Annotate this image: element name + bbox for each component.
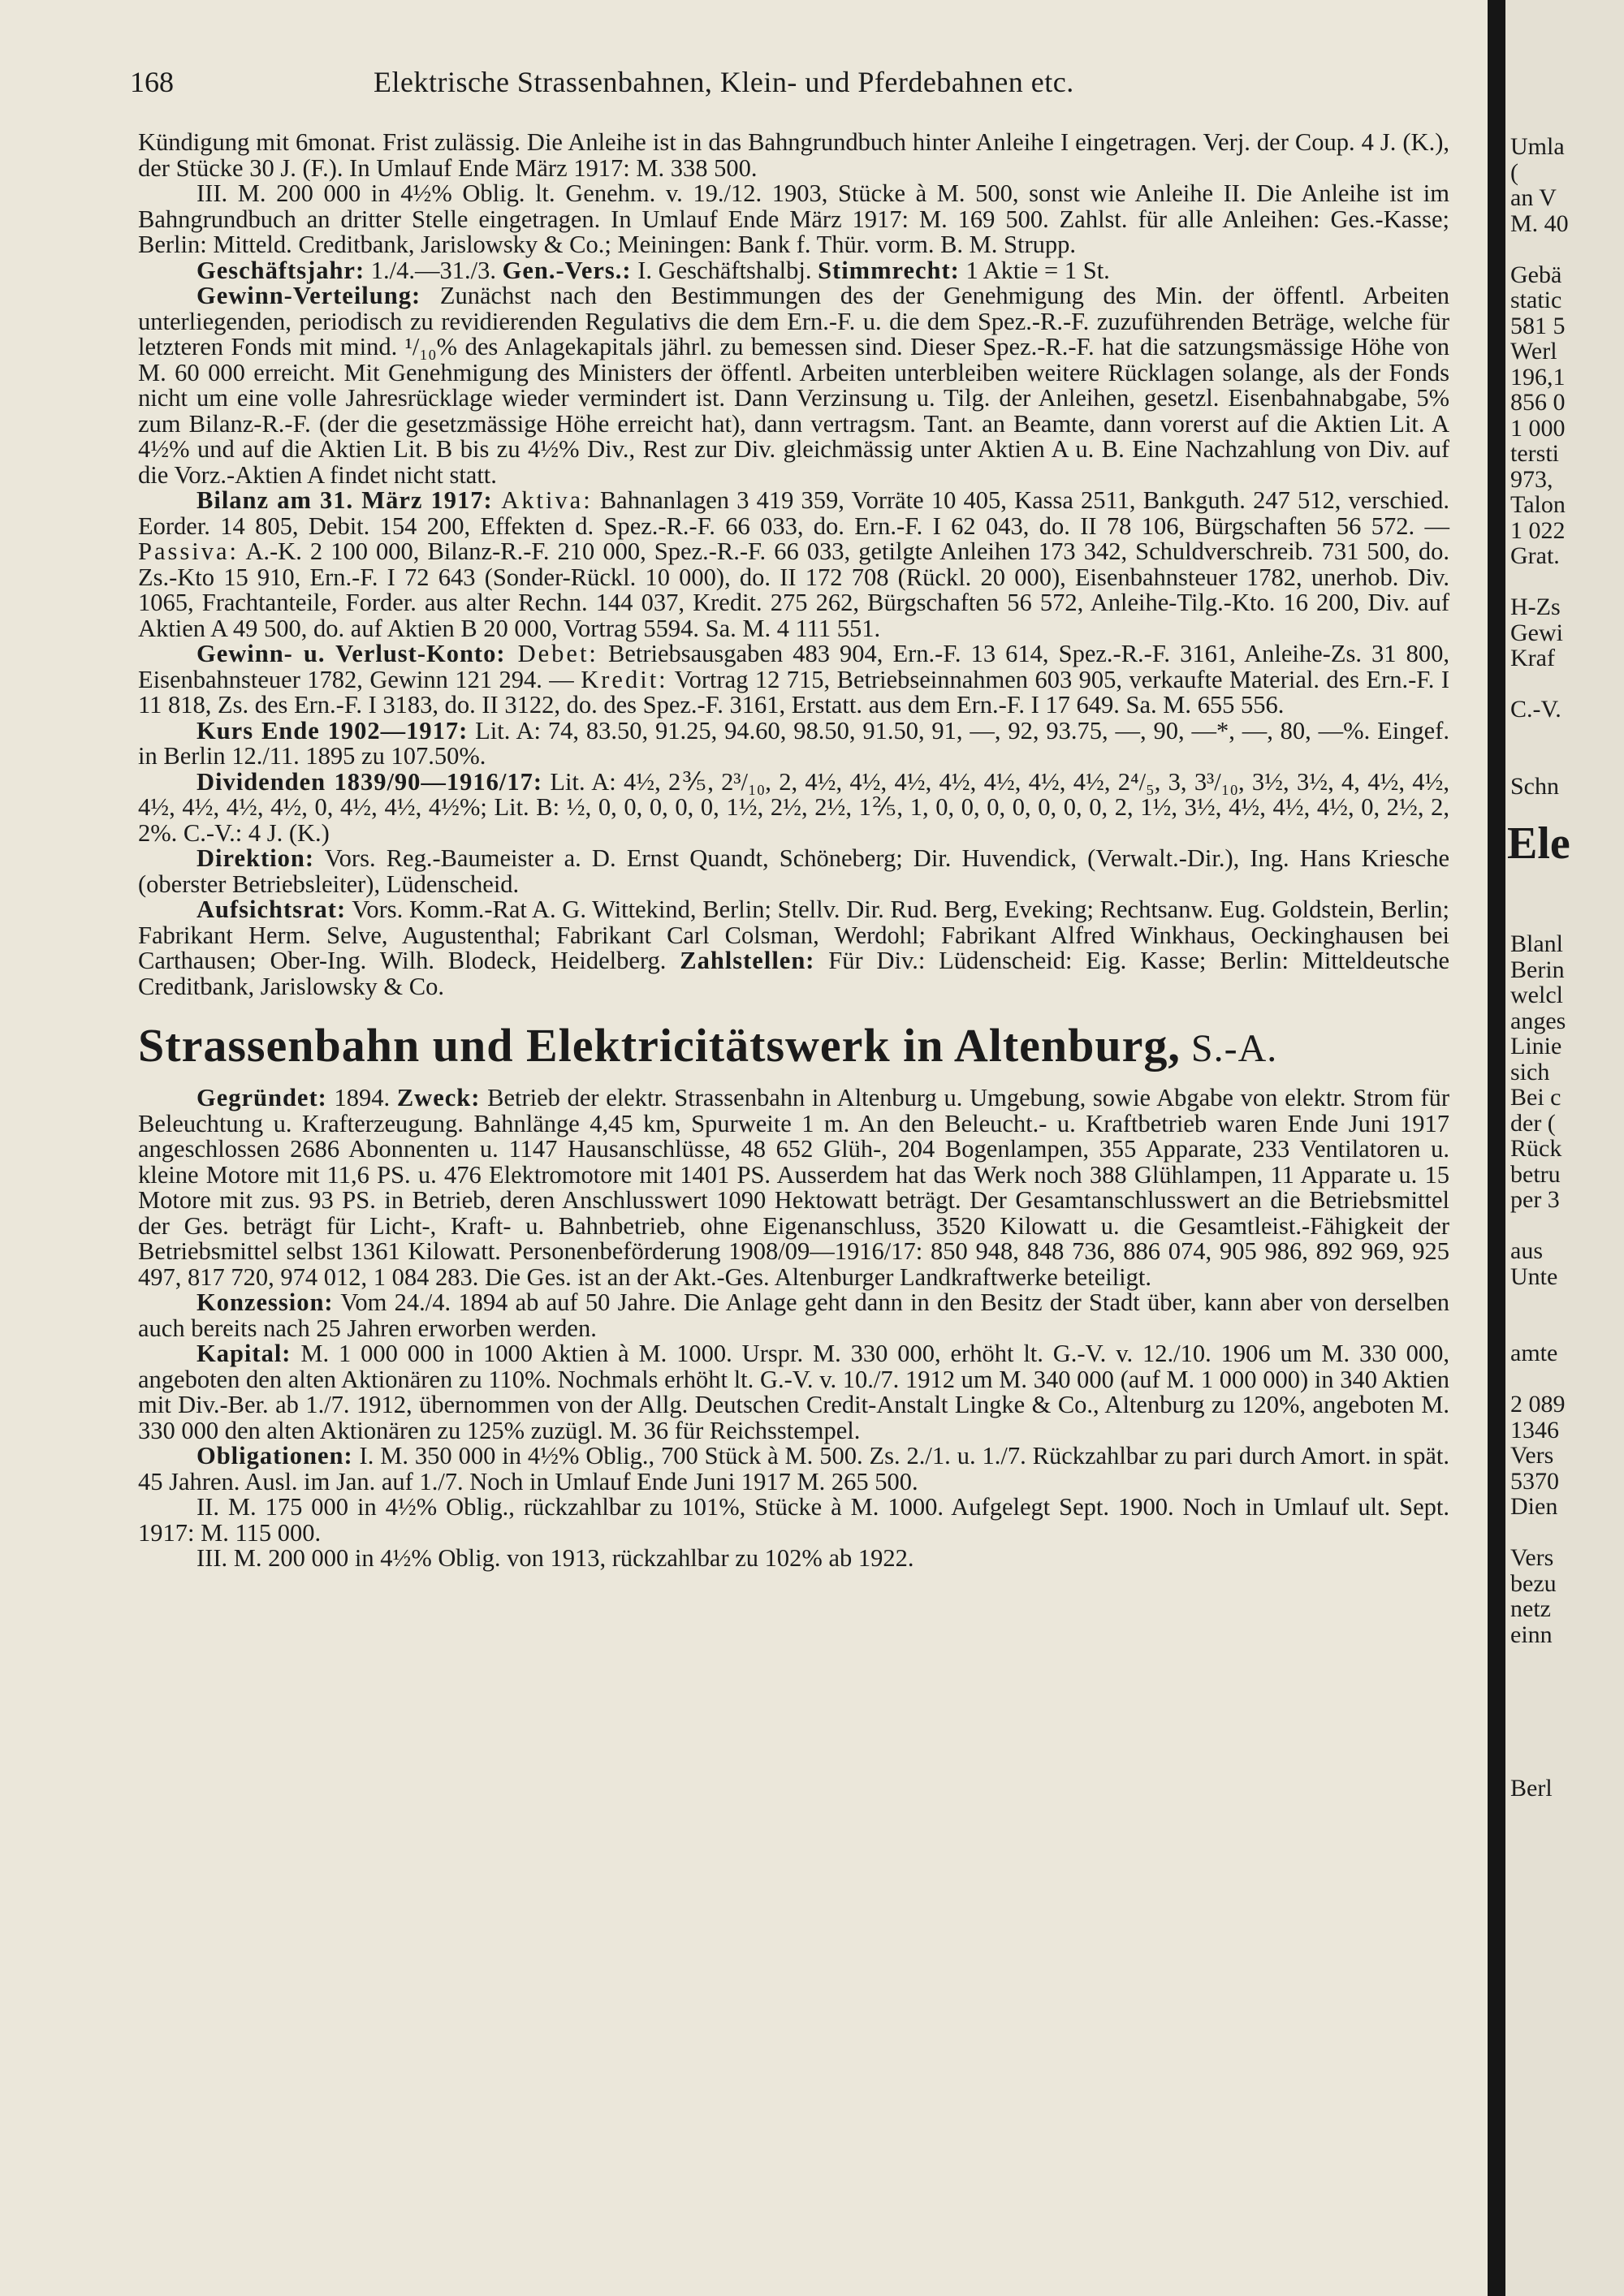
- facing-page-line: [1510, 880, 1624, 906]
- text-kredit: Vortrag 12 715, Betriebseinnahmen 603 905, verkaufte Material. des Ern.-F. I 11 818, Zs. des Ern.-F. I 3183, do. II 3122, do. des Spez.-F. 3161, Erstatt. aus dem Ern.-F. I 17 649. Sa. M. 655 556.: [138, 665, 1450, 719]
- facing-page-line: [1510, 723, 1624, 749]
- paragraph-anleihe-iii: III. M. 200 000 in 4½% Oblig. lt. Genehm. v. 19./12. 1903, Stücke à M. 500, sonst wie Anleihe II. Die Anleihe ist im Bahngrundbuch an dritter Stelle eingetragen. In Umlauf Ende März 1917: M. 169 500. Zahlst. für alle Anleihen: Ges.-Kasse; Berlin: Mitteld. Creditbank, Jarislowsky & Co.; Meiningen: Bank f. Thür. vorm. B. M. Strupp.: [138, 179, 1449, 258]
- facing-page-line: Blanl: [1510, 930, 1563, 957]
- facing-page-line: [1510, 236, 1624, 262]
- facing-page-line: [1510, 569, 1624, 595]
- paragraph-gewinn-verlust: [138, 641, 1449, 719]
- text-zweck: Betrieb der elektr. Strassenbahn in Altenburg u. Umgebung, sowie Abgabe von elektr. Strom für Beleuchtung u. Krafterzeugung. Bahnlänge 4,45 km, Spurweite 1 m. An den Beleucht.- u. Kraftbetrieb waren Ende Juni 1917 angeschlossen 2686 Abonnenten u. 1147 Hausanschlüsse, 48 652 Glüh-, 204 Bogenlampen, 355 Apparate, 233 Ventilatoren u. kleine Motore mit 11,6 PS. u. 476 Elektromotore mit 1401 PS. Ausserdem hat das Werk noch 388 Glühlampen, 11 Apparate u. 15 Motore mit zus. 93 PS. in Betrieb, deren Anschlusswert 1090 Hektowatt beträgt. Der Gesamtanschlusswert an die Betriebsmittel der Ges. beträgt für Licht-, Kraft- u. Bahnbetrieb, ohne Eigenanschluss, 3520 Kilowatt u. die Gesamtleist.-Fähigkeit der Betriebsmittel selbst 1361 Kilowatt. Personenbeförderung 1908/09—1916/17: 850 948, 848 736, 886 074, 905 986, 892 969, 925 497, 817 720, 974 012, 1 084 283. Die Ges. ist an der Akt.-Ges. Altenburger Landkraftwerke beteiligt.: [138, 1084, 1449, 1291]
- heading-bilanz: Bilanz am 31. März 1917:: [197, 486, 493, 514]
- facing-page-line: C.-V.: [1510, 696, 1561, 723]
- facing-page-line: Gebä: [1510, 261, 1562, 288]
- facing-page-line: 973,: [1510, 465, 1553, 493]
- facing-page-line: 581 5: [1510, 312, 1566, 339]
- text-zahlstellen: Für Div.: Lüdenscheid: Eig. Kasse; Berlin: Mitteldeutsche Creditbank, Jarislowsky & Co.: [138, 947, 1449, 1000]
- facing-page-line: [1510, 748, 1624, 774]
- facing-page-line: Berin: [1510, 956, 1565, 983]
- facing-page-line: [1510, 1673, 1624, 1699]
- text-aufsichtsrat: Vors. Komm.-Rat A. G. Wittekind, Berlin; Stellv. Dir. Rud. Berg, Eveking; Rechtsanw. Eug. Goldstein, Berlin; Fabrikant Herm. Selve, Augustenthal; Fabrikant Carl Colsman, Werdohl; Fabrikant Alfred Winkhaus, Oeckinghausen bei Carthausen; Ober-Ing. Wilh. Blodeck, Heidelberg.: [138, 896, 1449, 974]
- facing-page-line: Vers: [1510, 1544, 1554, 1571]
- paragraph-kurs: [138, 716, 1449, 770]
- heading-konzession: Konzession:: [197, 1288, 334, 1316]
- facing-page-lines-bottom: [1505, 880, 1624, 1801]
- facing-page-line: Talon: [1510, 491, 1566, 518]
- heading-gen-vers: Gen.-Vers.:: [502, 256, 632, 284]
- company-title-suffix: S.-A.: [1180, 1027, 1278, 1070]
- company-title: [138, 1017, 1449, 1077]
- facing-page-line: Rück: [1510, 1135, 1562, 1162]
- label-aktiva: Aktiva:: [492, 486, 593, 514]
- heading-direktion: Direktion:: [197, 844, 314, 872]
- heading-zweck: Zweck:: [396, 1084, 481, 1111]
- text-aktiva: Bahnanlagen 3 419 359, Vorräte 10 405, Kassa 2511, Bankguth. 247 512, verschied. Eorder. 14 805, Debit. 154 200, Effekten d. Spez.-R.-F. 66 033, do. Ern.-F. I 62 043, do. II 78 106, Bürgschaften 56 572. —: [138, 486, 1450, 540]
- text-kurs: Lit. A: 74, 83.50, 91.25, 94.60, 98.50, 91.50, 91, —, 92, 93.75, —, 90, —*, —, 80, —%. Eingef. in Berlin 12./11. 1895 zu 107.50%.: [138, 716, 1449, 770]
- facing-page-strip: [1505, 0, 1624, 2296]
- facing-page-line: [1510, 1647, 1624, 1673]
- text-gen-vers: I. Geschäftshalbj.: [631, 256, 818, 284]
- facing-page-line: [1510, 1289, 1624, 1315]
- facing-page-line: bezu: [1510, 1569, 1557, 1597]
- heading-aufsichtsrat: Aufsichtsrat:: [197, 896, 347, 923]
- facing-page-line: H-Zs: [1510, 593, 1561, 620]
- running-title: Elektrische Strassenbahnen, Klein- und Pferdebahnen etc.: [374, 66, 1074, 98]
- text-konzession: Vom 24./4. 1894 ab auf 50 Jahre. Die Anlage geht dann in den Besitz der Stadt über, kann aber von derselben auch bereits nach 25 Jahren erworben werden.: [138, 1288, 1449, 1342]
- heading-gewinn-verlust: Gewinn- u. Verlust-Konto:: [197, 640, 506, 667]
- facing-page-line: [1510, 906, 1624, 932]
- text-obligationen: I. M. 350 000 in 4½% Oblig., 700 Stück à M. 500. Zs. 2./1. u. 1./7. Rückzahlbar zu pari durch Amort. in spät. 45 Jahren. Ausl. im Jan. auf 1./7. Noch in Umlauf Ende Juni 1917 M. 265 500.: [138, 1442, 1449, 1495]
- facing-page-line: [1510, 1366, 1624, 1392]
- facing-page-line: [1510, 671, 1624, 697]
- heading-gegruendet: Gegründet:: [197, 1084, 327, 1111]
- heading-kapital: Kapital:: [197, 1340, 292, 1367]
- label-passiva: Passiva:: [138, 537, 239, 565]
- facing-page-line: 1346: [1510, 1416, 1559, 1444]
- facing-page-line: [1510, 1213, 1624, 1239]
- text-geschaeftsjahr: 1./4.—31./3.: [365, 256, 503, 284]
- paragraph-bilanz: [138, 488, 1449, 641]
- facing-page-line: Werl: [1510, 338, 1557, 365]
- heading-gewinn-verteilung: Gewinn-Verteilung:: [197, 282, 421, 309]
- heading-zahlstellen: Zahlstellen:: [680, 947, 815, 974]
- paragraph-aufsichtsrat: [138, 897, 1449, 999]
- heading-dividenden: Dividenden 1839/90—1916/17:: [197, 767, 543, 796]
- facing-page-line: Vers: [1510, 1442, 1554, 1469]
- label-debet: Debet:: [505, 640, 598, 667]
- facing-page-line: per 3: [1510, 1186, 1560, 1213]
- facing-page-line: Berl: [1510, 1774, 1553, 1802]
- facing-page-line: aus: [1510, 1237, 1543, 1264]
- facing-page-line: 856 0: [1510, 389, 1566, 416]
- paragraph-obligationen-iii: III. M. 200 000 in 4½% Oblig. von 1913, rückzahlbar zu 102% ab 1922.: [197, 1544, 914, 1572]
- facing-page-line: [1510, 1750, 1624, 1776]
- facing-page-line: Linie: [1510, 1033, 1562, 1060]
- facing-page-line: 1 022: [1510, 516, 1566, 544]
- facing-page-line: 196,1: [1510, 363, 1566, 391]
- facing-page-line: (: [1510, 158, 1518, 186]
- facing-page-heading: Ele: [1507, 818, 1570, 869]
- paragraph-gegruendet: [138, 1085, 1449, 1290]
- facing-page-line: amte: [1510, 1340, 1558, 1366]
- facing-page-line: Grat.: [1510, 542, 1560, 569]
- facing-page-line: an V: [1510, 184, 1557, 211]
- paragraph-gewinn-verteilung: [138, 283, 1449, 488]
- text-debet: Betriebsausgaben 483 904, Ern.-F. 13 614, Spez.-R.-F. 3161, Anleihe-Zs. 31 800, Eisenbahnsteuer 1782, Gewinn 121 294. —: [138, 640, 1449, 693]
- facing-page-line: Unte: [1510, 1262, 1558, 1290]
- facing-page-line: betru: [1510, 1160, 1561, 1188]
- paragraph-obligationen-ii: II. M. 175 000 in 4½% Oblig., rückzahlbar zu 101%, Stücke à M. 1000. Aufgelegt Sept. 1900. Noch in Umlauf ult. Sept. 1917: M. 115 000.: [138, 1493, 1449, 1547]
- facing-page-line: Dien: [1510, 1493, 1558, 1520]
- heading-obligationen: Obligationen:: [197, 1442, 353, 1470]
- paragraph-konzession: [138, 1290, 1449, 1341]
- main-column: [138, 130, 1449, 1572]
- facing-page-line: 5370: [1510, 1467, 1559, 1495]
- facing-page-line: [1510, 1315, 1624, 1341]
- facing-page-line: Bei c: [1510, 1084, 1561, 1111]
- facing-page-line: anges: [1510, 1007, 1566, 1034]
- heading-stimmrecht: Stimmrecht:: [818, 256, 960, 284]
- paragraph-dividenden: [138, 767, 1449, 847]
- facing-page-line: Kraf: [1510, 645, 1555, 671]
- facing-page-line: 2 089: [1510, 1391, 1566, 1418]
- paragraph-obligationen: [138, 1444, 1449, 1495]
- text-passiva: A.-K. 2 100 000, Bilanz-R.-F. 210 000, Spez.-R.-F. 66 033, getilgte Anleihen 173 342, Schuldverschreib. 731 500, do. Zs.-Kto 15 910, Ern.-F. I 72 643 (Sonder-Rückl. 10 000), do. II 172 708 (Rückl. 20 000), Eisenbahnsteuer 1782, unerhob. Div. 1065, Frachtanteile, Forder. aus alter Rechn. 144 037, Kredit. 275 262, Bürgschaften 56 572, Anleihe-Tilg.-Kto. 16 200, Div. auf Aktien A 49 500, do. auf Aktien B 20 000, Vortrag 5594. Sa. M. 4 111 551.: [138, 537, 1449, 642]
- text-dividenden: Lit. A: 4½, 2⅗, 2³/₁₀, 2, 4½, 4½, 4½, 4½, 4½, 4½, 4½, 2⁴/₅, 3, 3³/₁₀, 3½, 3½, 4, 4½, 4½, 4½, 4½, 4½, 4½, 0, 4½, 4½, 4½%; Lit. B: ½, 0, 0, 0, 0, 0, 1½, 2½, 2½, 1⅖, 1, 0, 0, 0, 0, 0, 0, 0, 2, 1½, 3½, 4½, 4½, 4½, 0, 2½, 2, 2%. C.-V.: 4 J. (K.): [138, 767, 1449, 847]
- facing-page-line: [1510, 1724, 1624, 1750]
- paragraph-kuendigung: Kündigung mit 6monat. Frist zulässig. Die Anleihe ist in das Bahngrundbuch hinter Anleihe I eingetragen. Verj. der Coup. 4 J. (K.), der Stücke 30 J. (F.). In Umlauf Ende März 1917: M. 338 500.: [138, 128, 1449, 182]
- facing-page-line: welcl: [1510, 982, 1563, 1008]
- paragraph-kapital: [138, 1341, 1449, 1444]
- facing-page-line: der (: [1510, 1109, 1556, 1137]
- facing-page-line: sich: [1510, 1058, 1550, 1085]
- label-kredit: Kredit:: [581, 665, 668, 693]
- facing-page-line: [1510, 1698, 1624, 1724]
- text-gewinn-verteilung: Zunächst nach den Bestimmungen des der Genehmigung des Min. der öffentl. Arbeiten unterliegenden, periodisch zu revidierenden Regulativs die dem Ern.-F. u. die dem Spez.-R.-F. zuzuführenden Beträge, welche für letzteren Fonds mit mind. ¹/₁₀% des Anlagekapitals jährl. zu bemessen sind. Dieser Spez.-R.-F. hat die satzungsmässige Höhe von M. 60 000 erreicht. Mit Genehmigung des Ministers der öffentl. Arbeiten unterbleiben weitere Rücklagen solange, als der Fonds nicht um eine volle Jahresrücklage wieder vermindert ist. Dann Verzinsung u. Tilg. der Anleihen, gesetzl. Eisenbahnabgabe, 5% zum Bilanz-R.-F. (der die gesetzmässige Höhe erreicht hat), dann vertragsm. Tant. an Beamte, dann vorerst auf die Aktien Lit. A 4½% und auf die Aktien Lit. B bis zu 4½% Div., Rest zur Div. gleichmässig unter Aktien A u. B. Eine Nachzahlung von Div. auf die Vorz.-Aktien A findet nicht statt.: [138, 282, 1449, 489]
- text-gegruendet: 1894.: [326, 1084, 397, 1111]
- paragraph-direktion: [138, 846, 1449, 897]
- company-title-text: Strassenbahn und Elektricitätswerk in Altenburg,: [138, 1019, 1181, 1072]
- text-direktion: Vors. Reg.-Baumeister a. D. Ernst Quandt, Schöneberg; Dir. Huvendick, (Verwalt.-Dir.), Ing. Hans Kriesche (oberster Betriebsleiter), Lüdenscheid.: [138, 844, 1449, 898]
- paragraph-geschaeftsjahr: [138, 258, 1449, 284]
- heading-kurs: Kurs Ende 1902—1917:: [197, 716, 469, 744]
- facing-page-line: Schn: [1510, 772, 1559, 800]
- facing-page-line: [1510, 1520, 1624, 1546]
- facing-page-line: 1 000: [1510, 414, 1566, 442]
- facing-page-line: tersti: [1510, 440, 1559, 467]
- facing-page-lines-top: [1505, 134, 1624, 799]
- facing-page-line: Gewi: [1510, 619, 1563, 646]
- page-number: 168: [130, 66, 174, 98]
- text-stimmrecht: 1 Aktie = 1 St.: [959, 256, 1110, 284]
- facing-page-line: Umla: [1510, 133, 1565, 160]
- heading-geschaeftsjahr: Geschäftsjahr:: [197, 256, 365, 284]
- text-kapital: M. 1 000 000 in 1000 Aktien à M. 1000. Urspr. M. 330 000, erhöht lt. G.-V. v. 12./10. 1906 um M. 330 000, angeboten den alten Aktionären zu 110%. Nochmals erhöht lt. G.-V. v. 10./7. 1912 um M. 340 000 (auf M. 1 000 000) in 340 Aktien mit Div.-Ber. ab 1./7. 1912, übernommen von der Allg. Deutschen Credit-Anstalt Lingke & Co., Altenburg zu 120%, angeboten M. 330 000 den alten Aktionären zu 125% zuzügl. M. 36 für Reichsstempel.: [138, 1340, 1449, 1444]
- book-gutter: [1488, 0, 1505, 2296]
- facing-page-line: netz: [1510, 1595, 1551, 1622]
- facing-page-line: einn: [1510, 1621, 1553, 1648]
- facing-page-line: M. 40: [1510, 209, 1569, 237]
- facing-page-line: static: [1510, 287, 1562, 313]
